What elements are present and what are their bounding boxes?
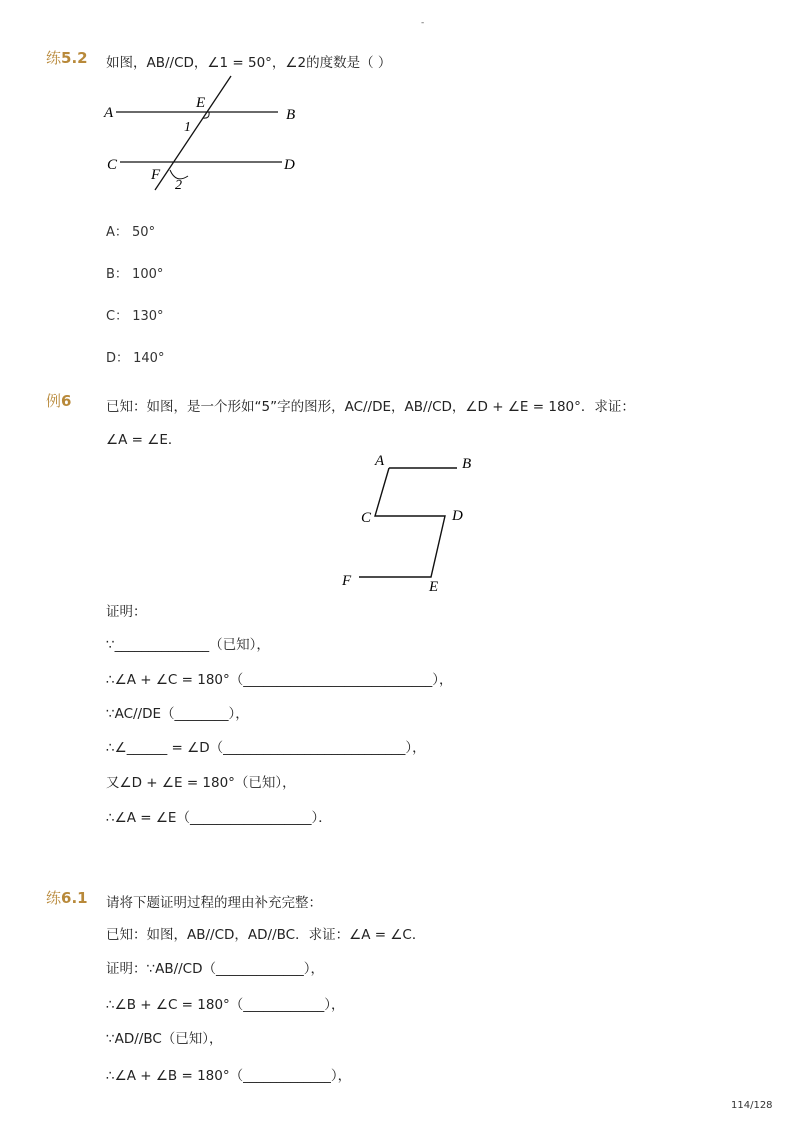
option-a[interactable]: A： 50° [106,225,156,240]
question-tag-6-1 [46,887,88,908]
parallel-lines-figure [100,72,310,197]
tag-number: 6 [61,392,72,410]
proof-line-3: ∵AC//DE（________）， [106,706,249,722]
q61-line-5: ∵AD//BC（已知）， [106,1031,223,1047]
label-c: C [107,157,118,173]
proof-line-5: 又∠D + ∠E = 180°（已知）， [106,775,296,791]
tag-prefix: 练 [46,49,62,67]
tag-number: 6.1 [61,889,88,907]
tag-number: 5.2 [61,49,88,67]
proof-line-4: ∴∠______ = ∠D（___________________________）， [106,740,426,756]
transversal-ef [155,76,231,190]
five-shape-figure [335,446,485,596]
label-a: A [104,105,114,121]
label-a: A [375,453,385,469]
proof-line-2: ∴∠A + ∠C = 180°（____________________________）， [106,672,453,688]
example-stem-line-1: 已知：如图，是一个形如“5”字的图形，AC//DE，AB//CD，∠D + ∠E = 180°．求证： [106,399,635,415]
label-e: E [196,95,206,111]
label-e: E [429,579,439,595]
tag-prefix: 练 [46,889,62,907]
label-c: C [361,510,372,526]
label-b: B [462,456,472,472]
proof-line-6: ∴∠A = ∠E（__________________）． [106,810,332,826]
q61-line-3: 证明：∵AB//CD（_____________）， [106,961,325,977]
proof-title: 证明： [106,604,147,620]
label-f: F [151,167,161,183]
q61-line-6: ∴∠A + ∠B = 180°（_____________）， [106,1068,352,1084]
example-tag-6 [46,390,71,411]
segment-acdef [359,468,445,577]
option-c[interactable]: C： 130° [106,309,164,324]
option-d[interactable]: D： 140° [106,351,165,366]
q61-line-4: ∴∠B + ∠C = 180°（____________）， [106,997,345,1013]
label-d: D [452,508,463,524]
page-number: 114/128 [731,1100,773,1111]
label-1: 1 [184,120,191,135]
label-b: B [286,107,296,123]
label-f: F [342,573,352,589]
tag-prefix: 例 [46,392,62,410]
label-d: D [284,157,295,173]
example-stem-line-2: ∠A = ∠E． [106,432,182,448]
proof-line-1: ∵______________（已知）， [106,637,270,653]
option-b[interactable]: B： 100° [106,267,164,282]
question-stem: 如图，AB//CD，∠1 = 50°，∠2的度数是（ ） [106,55,392,71]
q61-line-1: 请将下题证明过程的理由补充完整： [106,895,322,911]
q61-line-2: 已知：如图，AB//CD，AD//BC．求证：∠A = ∠C． [106,927,426,943]
question-tag-5-2 [46,47,88,68]
label-2: 2 [175,178,182,193]
header-mark: - [421,18,425,28]
